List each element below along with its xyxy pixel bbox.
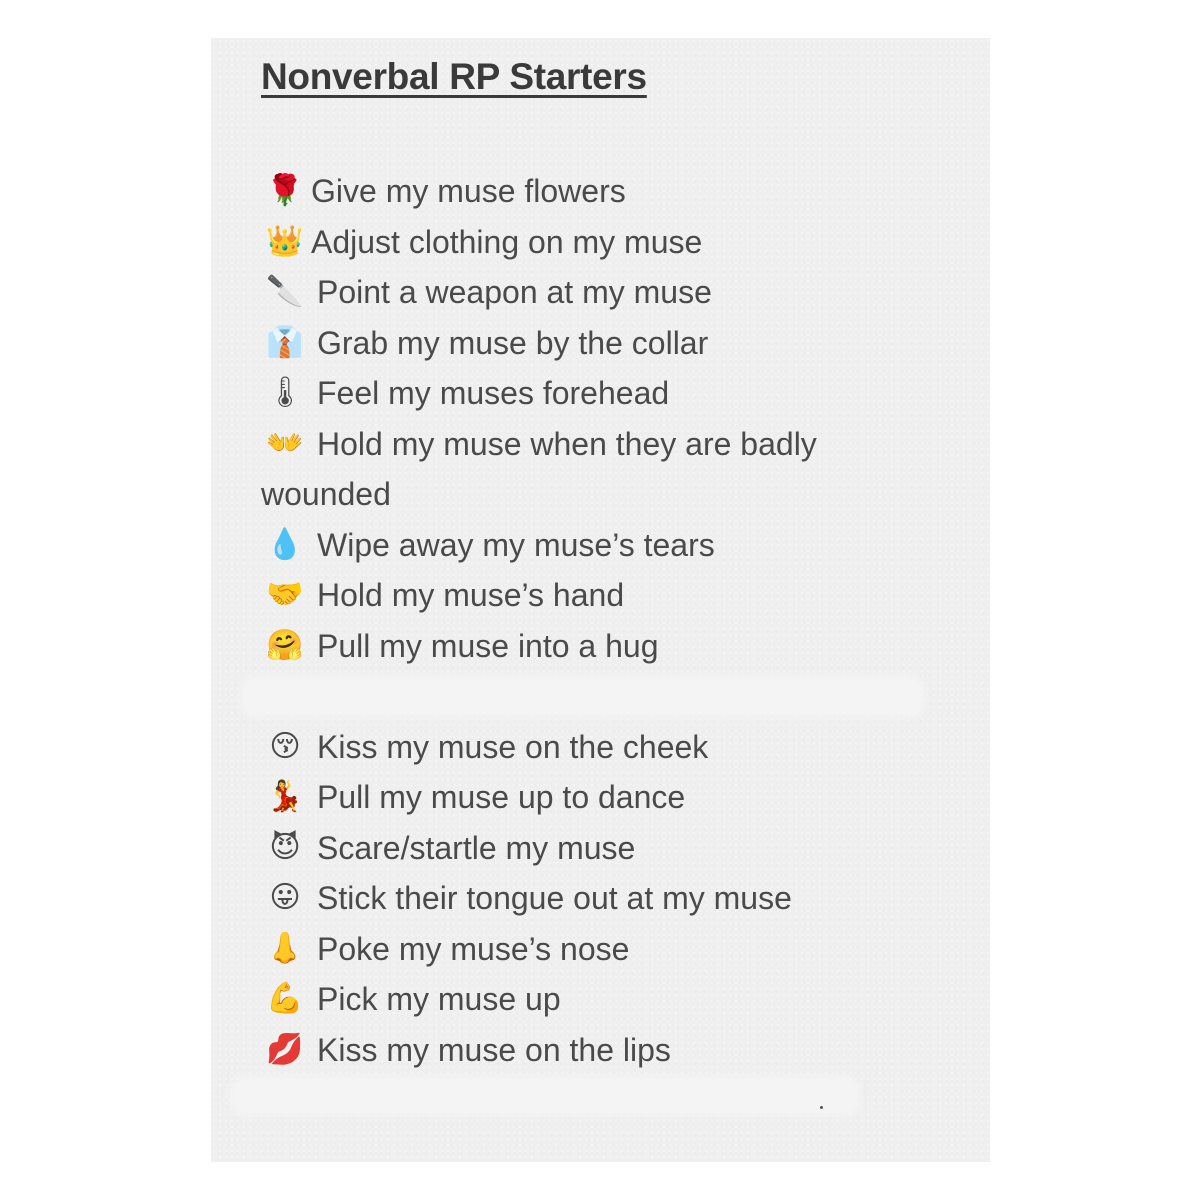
dancer-icon: 💃 (266, 780, 304, 813)
list-item-text: Hold my muse when they are badly wounded (261, 425, 817, 512)
list-item-text: Kiss my muse on the cheek (317, 728, 709, 765)
tongue-face-icon: 😛 (269, 881, 301, 914)
list-item (261, 873, 941, 924)
thermometer-icon: 🌡 (265, 376, 305, 409)
flexed-bicep-icon: 💪 (266, 982, 304, 1015)
list-item-text: Adjust clothing on my muse (311, 223, 703, 260)
list-item-text: Wipe away my muse’s tears (317, 526, 715, 563)
list-item-text: Hold my muse’s hand (317, 577, 625, 613)
kissing-face-icon: 😚 (269, 729, 301, 763)
list-item-text: Point a weapon at my muse (317, 274, 712, 310)
list-item (261, 823, 941, 874)
list-item (261, 368, 941, 419)
list-item-text: Stick their tongue out at my muse (317, 880, 792, 916)
list-item (261, 722, 941, 773)
list-item (261, 520, 941, 571)
note-title: Nonverbal RP Starters (261, 56, 647, 97)
list-item (261, 974, 941, 1025)
rose-icon: 🌹 (266, 174, 304, 207)
list-item-text: Kiss my muse on the lips (317, 1031, 671, 1068)
list-item-text: Pull my muse into a hug (317, 627, 659, 664)
list-item-text: Pull my muse up to dance (317, 779, 686, 815)
droplet-icon: 💧 (266, 527, 304, 561)
redacted-line (230, 1076, 860, 1116)
nose-icon: 👃 (266, 931, 304, 965)
list-item (261, 267, 941, 318)
knife-icon: 🔪 (266, 275, 304, 308)
list-item-text: Grab my muse by the collar (317, 324, 709, 361)
hugging-face-icon: 🤗 (266, 628, 304, 662)
list-item (261, 1025, 941, 1076)
list-item-text: Scare/startle my muse (317, 829, 636, 866)
shirt-tie-icon: 👔 (266, 325, 304, 359)
list-item-text: Poke my muse’s nose (317, 930, 630, 967)
list-item-text: Pick my muse up (317, 981, 561, 1017)
list-item (261, 318, 941, 369)
handshake-icon: 🤝 (266, 578, 304, 611)
redacted-line (240, 676, 925, 718)
list-item-text: Give my muse flowers (311, 173, 626, 209)
list-item (261, 419, 941, 520)
list-item (261, 166, 941, 217)
list-item-text: Feel my muses forehead (317, 375, 670, 411)
list-item (261, 621, 941, 672)
list-item (261, 924, 941, 975)
stray-mark (820, 1106, 823, 1109)
devil-face-icon: 😈 (269, 830, 301, 864)
crown-icon: 👑 (266, 224, 304, 258)
list-item (261, 570, 941, 621)
starter-list (261, 166, 941, 1075)
list-item (261, 772, 941, 823)
open-hands-icon: 👐 (266, 426, 304, 460)
list-item (261, 217, 941, 268)
kiss-lips-icon: 💋 (266, 1032, 304, 1066)
